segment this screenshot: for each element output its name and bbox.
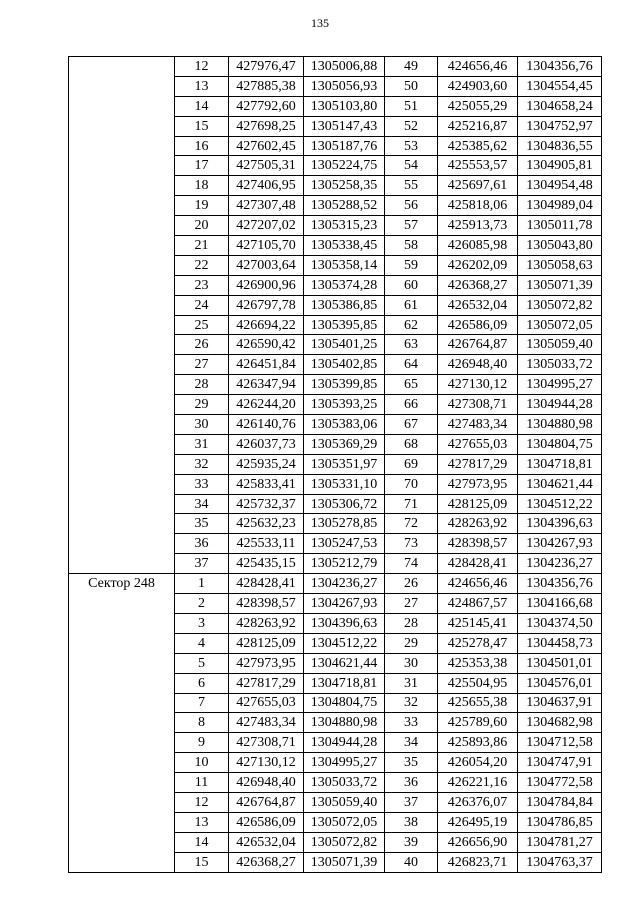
y-coordinate: 1305072,05 [304,812,385,832]
y-coordinate: 1304621,44 [304,653,385,673]
x-coordinate: 425697,61 [438,176,518,196]
y-coordinate: 1305056,93 [304,76,385,96]
point-number: 32 [175,454,229,474]
x-coordinate: 426586,09 [229,812,304,832]
point-number: 36 [175,534,229,554]
x-coordinate: 425353,38 [438,653,518,673]
point-number: 17 [175,156,229,176]
y-coordinate: 1304396,63 [304,613,385,633]
y-coordinate: 1304267,93 [304,594,385,614]
point-number: 71 [385,494,438,514]
y-coordinate: 1304763,37 [518,852,602,872]
y-coordinate: 1305058,63 [518,255,602,275]
point-number: 26 [175,335,229,355]
x-coordinate: 425145,41 [438,613,518,633]
x-coordinate: 426495,19 [438,812,518,832]
y-coordinate: 1304944,28 [304,733,385,753]
point-number: 13 [175,76,229,96]
sector-label [69,57,175,574]
y-coordinate: 1304512,22 [304,633,385,653]
x-coordinate: 428398,57 [438,534,518,554]
y-coordinate: 1305059,40 [518,335,602,355]
point-number: 4 [175,633,229,653]
x-coordinate: 427976,47 [229,57,304,77]
coordinates-table [68,56,602,873]
y-coordinate: 1305358,14 [304,255,385,275]
point-number: 12 [175,57,229,77]
y-coordinate: 1305369,29 [304,434,385,454]
y-coordinate: 1305399,85 [304,375,385,395]
point-number: 32 [385,693,438,713]
x-coordinate: 425504,95 [438,673,518,693]
x-coordinate: 426140,76 [229,415,304,435]
point-number: 11 [175,773,229,793]
y-coordinate: 1304989,04 [518,196,602,216]
y-coordinate: 1305071,39 [518,275,602,295]
point-number: 28 [175,375,229,395]
x-coordinate: 425553,57 [438,156,518,176]
x-coordinate: 424903,60 [438,76,518,96]
point-number: 16 [175,136,229,156]
point-number: 33 [385,713,438,733]
point-number: 40 [385,852,438,872]
y-coordinate: 1304576,01 [518,673,602,693]
x-coordinate: 426694,22 [229,315,304,335]
y-coordinate: 1305351,97 [304,454,385,474]
y-coordinate: 1305247,53 [304,534,385,554]
point-number: 55 [385,176,438,196]
table-row [69,574,602,594]
x-coordinate: 425913,73 [438,216,518,236]
y-coordinate: 1304804,75 [518,434,602,454]
y-coordinate: 1305033,72 [518,355,602,375]
y-coordinate: 1304804,75 [304,693,385,713]
point-number: 36 [385,773,438,793]
x-coordinate: 426037,73 [229,434,304,454]
y-coordinate: 1304658,24 [518,96,602,116]
x-coordinate: 426532,04 [229,832,304,852]
point-number: 13 [175,812,229,832]
point-number: 15 [175,116,229,136]
y-coordinate: 1304880,98 [304,713,385,733]
x-coordinate: 427602,45 [229,136,304,156]
point-number: 10 [175,753,229,773]
x-coordinate: 426368,27 [229,852,304,872]
x-coordinate: 427483,34 [229,713,304,733]
x-coordinate: 427655,03 [229,693,304,713]
x-coordinate: 426656,90 [438,832,518,852]
y-coordinate: 1304166,68 [518,594,602,614]
x-coordinate: 426451,84 [229,355,304,375]
x-coordinate: 426221,16 [438,773,518,793]
x-coordinate: 427655,03 [438,434,518,454]
point-number: 29 [175,395,229,415]
point-number: 29 [385,633,438,653]
x-coordinate: 426900,96 [229,275,304,295]
x-coordinate: 427817,29 [438,454,518,474]
y-coordinate: 1305059,40 [304,792,385,812]
y-coordinate: 1304356,76 [518,57,602,77]
y-coordinate: 1305224,75 [304,156,385,176]
y-coordinate: 1305033,72 [304,773,385,793]
point-number: 30 [385,653,438,673]
x-coordinate: 427207,02 [229,216,304,236]
point-number: 8 [175,713,229,733]
y-coordinate: 1305306,72 [304,494,385,514]
x-coordinate: 425278,47 [438,633,518,653]
y-coordinate: 1304784,84 [518,792,602,812]
y-coordinate: 1304682,98 [518,713,602,733]
point-number: 68 [385,434,438,454]
y-coordinate: 1305386,85 [304,295,385,315]
point-number: 51 [385,96,438,116]
x-coordinate: 428398,57 [229,594,304,614]
y-coordinate: 1305338,45 [304,236,385,256]
x-coordinate: 425632,23 [229,514,304,534]
x-coordinate: 426244,20 [229,395,304,415]
point-number: 5 [175,653,229,673]
y-coordinate: 1305147,43 [304,116,385,136]
point-number: 20 [175,216,229,236]
y-coordinate: 1305072,82 [304,832,385,852]
y-coordinate: 1304905,81 [518,156,602,176]
y-coordinate: 1305006,88 [304,57,385,77]
point-number: 30 [175,415,229,435]
point-number: 35 [175,514,229,534]
point-number: 14 [175,832,229,852]
x-coordinate: 428125,09 [229,633,304,653]
x-coordinate: 426085,98 [438,236,518,256]
x-coordinate: 428263,92 [229,613,304,633]
y-coordinate: 1304621,44 [518,474,602,494]
y-coordinate: 1304944,28 [518,395,602,415]
y-coordinate: 1304995,27 [518,375,602,395]
point-number: 27 [175,355,229,375]
point-number: 37 [175,554,229,574]
x-coordinate: 425935,24 [229,454,304,474]
y-coordinate: 1305383,06 [304,415,385,435]
x-coordinate: 428125,09 [438,494,518,514]
y-coordinate: 1304356,76 [518,574,602,594]
y-coordinate: 1304396,63 [518,514,602,534]
y-coordinate: 1305401,25 [304,335,385,355]
point-number: 61 [385,295,438,315]
y-coordinate: 1305374,28 [304,275,385,295]
x-coordinate: 425655,38 [438,693,518,713]
point-number: 53 [385,136,438,156]
x-coordinate: 425732,37 [229,494,304,514]
x-coordinate: 427105,70 [229,236,304,256]
x-coordinate: 428428,41 [229,574,304,594]
point-number: 3 [175,613,229,633]
y-coordinate: 1304458,73 [518,633,602,653]
point-number: 70 [385,474,438,494]
x-coordinate: 427973,95 [438,474,518,494]
x-coordinate: 426948,40 [229,773,304,793]
x-coordinate: 427885,38 [229,76,304,96]
point-number: 63 [385,335,438,355]
x-coordinate: 424656,46 [438,57,518,77]
x-coordinate: 427505,31 [229,156,304,176]
x-coordinate: 426347,94 [229,375,304,395]
x-coordinate: 425385,62 [438,136,518,156]
sector-label: Сектор 248 [69,574,175,872]
y-coordinate: 1304236,27 [304,574,385,594]
x-coordinate: 426368,27 [438,275,518,295]
point-number: 15 [175,852,229,872]
point-number: 57 [385,216,438,236]
point-number: 28 [385,613,438,633]
x-coordinate: 427973,95 [229,653,304,673]
y-coordinate: 1304512,22 [518,494,602,514]
point-number: 14 [175,96,229,116]
y-coordinate: 1304501,01 [518,653,602,673]
y-coordinate: 1304718,81 [304,673,385,693]
x-coordinate: 428428,41 [438,554,518,574]
point-number: 19 [175,196,229,216]
page-number: 135 [311,16,329,30]
y-coordinate: 1304236,27 [518,554,602,574]
point-number: 64 [385,355,438,375]
point-number: 37 [385,792,438,812]
y-coordinate: 1304772,58 [518,773,602,793]
point-number: 23 [175,275,229,295]
y-coordinate: 1304554,45 [518,76,602,96]
x-coordinate: 427817,29 [229,673,304,693]
point-number: 49 [385,57,438,77]
x-coordinate: 425435,15 [229,554,304,574]
point-number: 2 [175,594,229,614]
x-coordinate: 427308,71 [438,395,518,415]
point-number: 34 [385,733,438,753]
point-number: 50 [385,76,438,96]
x-coordinate: 427308,71 [229,733,304,753]
point-number: 65 [385,375,438,395]
x-coordinate: 425533,11 [229,534,304,554]
x-coordinate: 426823,71 [438,852,518,872]
point-number: 62 [385,315,438,335]
y-coordinate: 1304995,27 [304,753,385,773]
y-coordinate: 1305072,05 [518,315,602,335]
x-coordinate: 427698,25 [229,116,304,136]
point-number: 69 [385,454,438,474]
x-coordinate: 425893,86 [438,733,518,753]
point-number: 38 [385,812,438,832]
x-coordinate: 428263,92 [438,514,518,534]
x-coordinate: 427307,48 [229,196,304,216]
y-coordinate: 1304786,85 [518,812,602,832]
point-number: 52 [385,116,438,136]
point-number: 9 [175,733,229,753]
y-coordinate: 1305103,80 [304,96,385,116]
point-number: 59 [385,255,438,275]
point-number: 18 [175,176,229,196]
x-coordinate: 426764,87 [229,792,304,812]
point-number: 74 [385,554,438,574]
y-coordinate: 1304637,91 [518,693,602,713]
point-number: 1 [175,574,229,594]
y-coordinate: 1304718,81 [518,454,602,474]
point-number: 67 [385,415,438,435]
x-coordinate: 425055,29 [438,96,518,116]
y-coordinate: 1305071,39 [304,852,385,872]
point-number: 58 [385,236,438,256]
y-coordinate: 1305393,25 [304,395,385,415]
y-coordinate: 1304712,58 [518,733,602,753]
y-coordinate: 1305212,79 [304,554,385,574]
y-coordinate: 1305072,82 [518,295,602,315]
y-coordinate: 1304836,55 [518,136,602,156]
y-coordinate: 1305288,52 [304,196,385,216]
point-number: 6 [175,673,229,693]
y-coordinate: 1305402,85 [304,355,385,375]
point-number: 35 [385,753,438,773]
y-coordinate: 1305315,23 [304,216,385,236]
y-coordinate: 1304880,98 [518,415,602,435]
table-row [69,57,602,77]
point-number: 27 [385,594,438,614]
point-number: 12 [175,792,229,812]
y-coordinate: 1305395,85 [304,315,385,335]
x-coordinate: 427483,34 [438,415,518,435]
point-number: 60 [385,275,438,295]
x-coordinate: 427130,12 [229,753,304,773]
point-number: 66 [385,395,438,415]
point-number: 21 [175,236,229,256]
point-number: 24 [175,295,229,315]
y-coordinate: 1304267,93 [518,534,602,554]
x-coordinate: 427406,95 [229,176,304,196]
x-coordinate: 424867,57 [438,594,518,614]
x-coordinate: 427003,64 [229,255,304,275]
point-number: 39 [385,832,438,852]
y-coordinate: 1305278,85 [304,514,385,534]
x-coordinate: 426797,78 [229,295,304,315]
x-coordinate: 424656,46 [438,574,518,594]
point-number: 26 [385,574,438,594]
point-number: 22 [175,255,229,275]
x-coordinate: 425789,60 [438,713,518,733]
point-number: 25 [175,315,229,335]
x-coordinate: 426590,42 [229,335,304,355]
y-coordinate: 1304747,91 [518,753,602,773]
point-number: 56 [385,196,438,216]
y-coordinate: 1304752,97 [518,116,602,136]
point-number: 34 [175,494,229,514]
y-coordinate: 1304374,50 [518,613,602,633]
point-number: 33 [175,474,229,494]
y-coordinate: 1304781,27 [518,832,602,852]
y-coordinate: 1304954,48 [518,176,602,196]
point-number: 31 [385,673,438,693]
y-coordinate: 1305187,76 [304,136,385,156]
point-number: 73 [385,534,438,554]
point-number: 31 [175,434,229,454]
y-coordinate: 1305011,78 [518,216,602,236]
x-coordinate: 426764,87 [438,335,518,355]
x-coordinate: 426202,09 [438,255,518,275]
x-coordinate: 426586,09 [438,315,518,335]
x-coordinate: 426054,20 [438,753,518,773]
point-number: 7 [175,693,229,713]
y-coordinate: 1305331,10 [304,474,385,494]
x-coordinate: 427792,60 [229,96,304,116]
x-coordinate: 426376,07 [438,792,518,812]
x-coordinate: 426948,40 [438,355,518,375]
x-coordinate: 426532,04 [438,295,518,315]
x-coordinate: 425216,87 [438,116,518,136]
x-coordinate: 427130,12 [438,375,518,395]
point-number: 54 [385,156,438,176]
point-number: 72 [385,514,438,534]
x-coordinate: 425833,41 [229,474,304,494]
y-coordinate: 1305258,35 [304,176,385,196]
x-coordinate: 425818,06 [438,196,518,216]
y-coordinate: 1305043,80 [518,236,602,256]
